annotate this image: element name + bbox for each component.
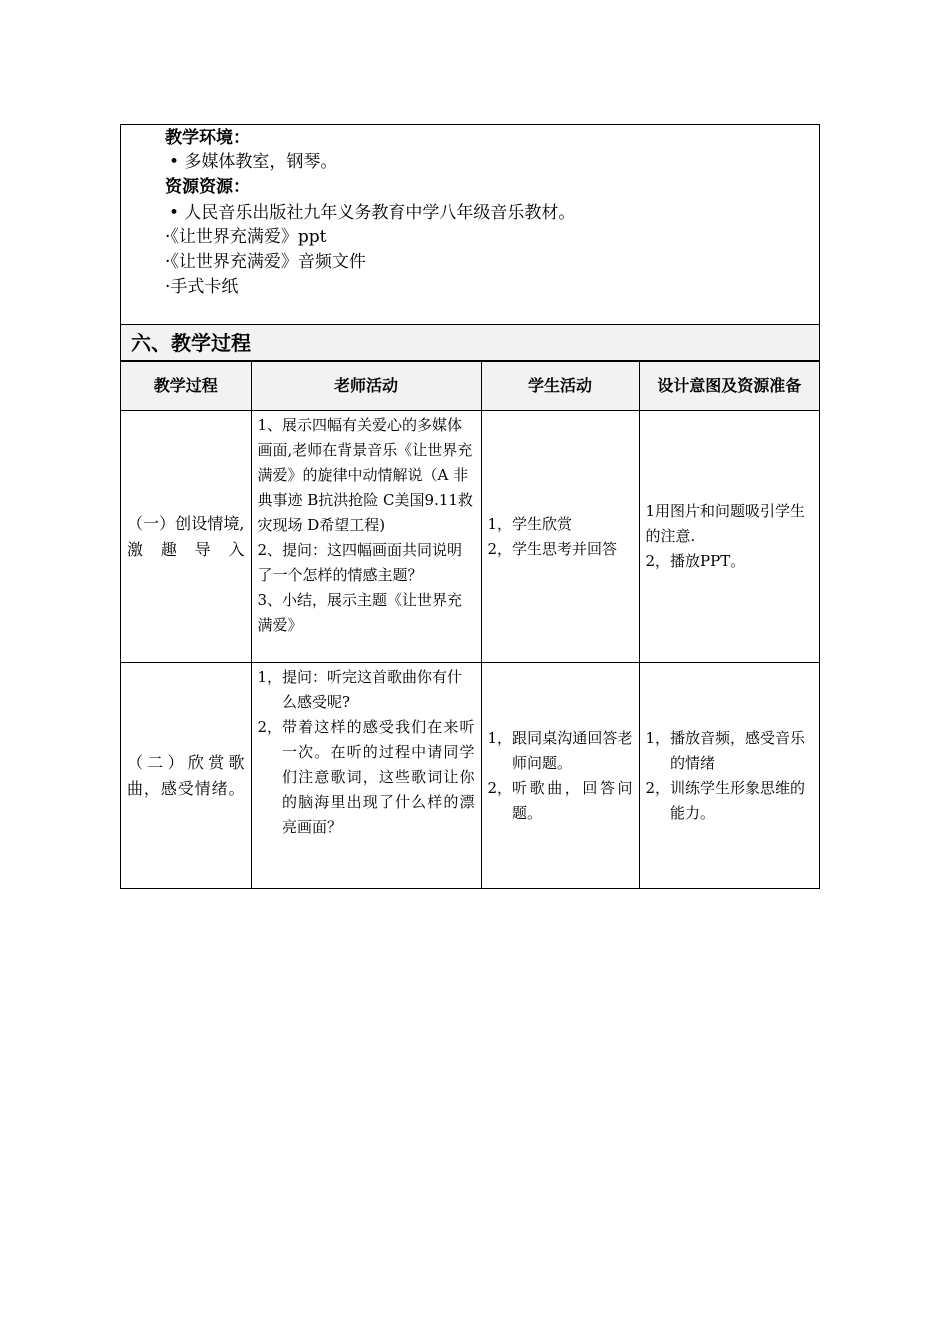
teacher-step: 1、展示四幅有关爱心的多媒体画面,老师在背景音乐《让世界充满爱》的旋律中动情解说（A 非典事迹 B抗洪抢险 C美国9.11救灾现场 D希望工程) (257, 416, 473, 534)
design-note: 1用图片和问题吸引学生的注意. (645, 502, 806, 545)
process-table (121, 361, 819, 888)
teacher-cell (251, 411, 481, 663)
student-step (488, 726, 633, 776)
design-note (646, 726, 814, 776)
lesson-plan-frame (120, 124, 820, 889)
table-row (121, 663, 819, 889)
resource-item: ·《让世界充满爱》ppt (165, 227, 327, 247)
header-stage: 教学过程 (121, 362, 251, 411)
step-number: 2， (487, 778, 513, 797)
resource-item: ·手式卡纸 (165, 277, 239, 297)
environment-heading: 教学环境： (165, 128, 250, 148)
step-number: 2， (645, 778, 671, 797)
section-title: 六、教学过程 (121, 325, 819, 361)
step-text: 听歌曲，回答问题。 (512, 778, 633, 822)
step-number: 2， (257, 718, 283, 736)
design-cell (639, 663, 819, 889)
step-text: 跟同桌沟通回答老师问题。 (512, 728, 633, 772)
step-text: 提问：听完这首歌曲你有什么感受呢? (282, 668, 463, 711)
student-cell (481, 411, 639, 663)
student-step (488, 512, 633, 537)
step-number: 1， (487, 728, 513, 747)
design-note (646, 776, 814, 826)
table-row (121, 411, 819, 663)
step-text: 训练学生形象思维的能力。 (670, 778, 806, 822)
teacher-step (258, 715, 475, 840)
resources-heading: 资源资源： (165, 177, 250, 197)
header-design: 设计意图及资源准备 (639, 362, 819, 411)
step-number: 1， (487, 514, 513, 533)
header-teacher: 老师活动 (251, 362, 481, 411)
student-step (488, 537, 633, 562)
design-note: 2，播放PPT。 (645, 552, 746, 570)
step-number: 2， (487, 539, 513, 558)
table-header-row (121, 362, 819, 411)
design-cell (639, 411, 819, 663)
environment-section (121, 125, 819, 325)
student-cell (481, 663, 639, 889)
step-text: 播放音频，感受音乐的情绪 (670, 728, 806, 772)
stage-cell: （一）创设情境,激趣导入 (121, 411, 251, 663)
teacher-cell (251, 663, 481, 889)
resource-item: ·《让世界充满爱》音频文件 (165, 252, 366, 272)
environment-line: • 多媒体教室，钢琴。 (169, 152, 338, 172)
header-student: 学生活动 (481, 362, 639, 411)
step-number: 1， (645, 728, 671, 747)
teacher-step: 3、小结，展示主题《让世界充满爱》 (257, 591, 463, 634)
step-text: 学生思考并回答 (512, 539, 618, 558)
step-text: 学生欣赏 (512, 514, 573, 533)
step-number: 1， (257, 668, 283, 686)
stage-cell: （二）欣赏歌曲，感受情绪。 (121, 663, 251, 889)
step-text: 带着这样的感受我们在来听一次。在听的过程中请同学们注意歌词，这些歌词让你的脑海里出现了什么样的漂亮画面？ (282, 718, 475, 836)
resource-item: • 人民音乐出版社九年义务教育中学八年级音乐教材。 (169, 203, 576, 223)
teacher-step: 2、提问：这四幅画面共同说明了一个怎样的情感主题？ (257, 541, 463, 584)
teacher-step (258, 665, 475, 715)
student-step (488, 776, 633, 826)
